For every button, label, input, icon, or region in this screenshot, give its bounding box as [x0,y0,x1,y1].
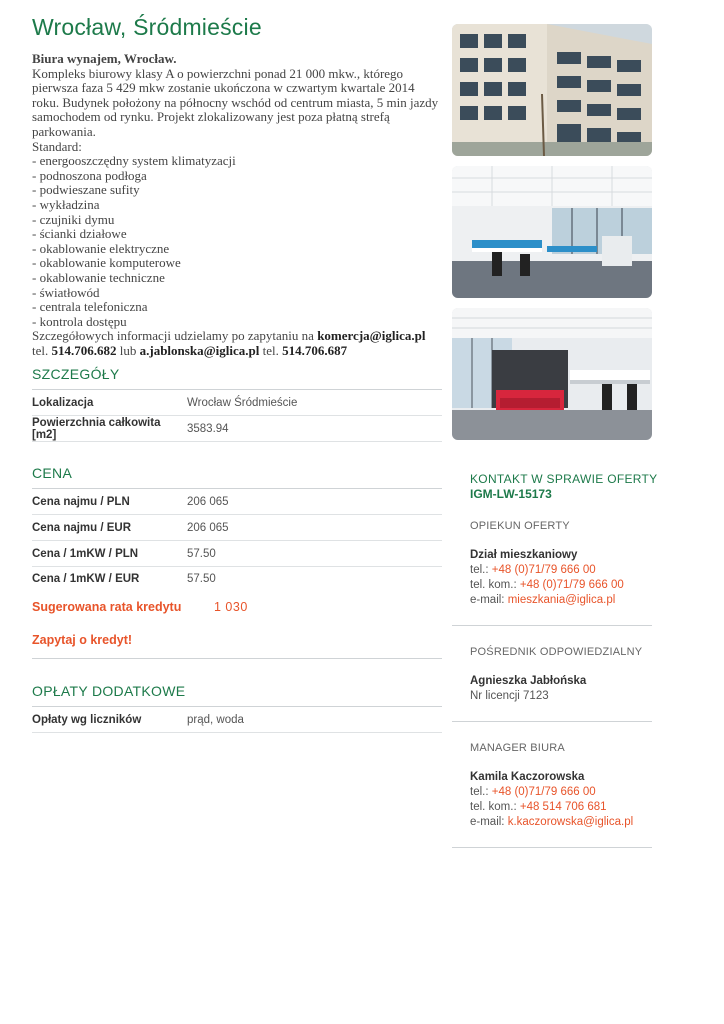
loan-label: Sugerowana rata kredytu [32,600,182,614]
price-row [32,515,442,541]
opiekun-name: Dział mieszkaniowy [470,549,578,561]
standard-item: - centrala telefoniczna [32,300,444,315]
contact-info-text [32,329,444,358]
standard-item: - ścianki działowe [32,227,444,242]
row-label: Cena najmu / PLN [32,495,130,508]
telkom-label: tel. kom.: [470,579,517,591]
standard-item: - podnoszona podłoga [32,169,444,184]
posrednik-label: POŚREDNIK ODPOWIEDZIALNY [470,646,643,658]
office-lounge-photo[interactable] [452,308,652,440]
info-tel-word-2: tel. [262,342,279,358]
row-label: Cena najmu / EUR [32,521,132,534]
standard-label: Standard: [32,138,82,154]
details-row-area [32,416,442,442]
contact-heading: KONTAKT W SPRAWIE OFERTY [470,472,658,486]
opiekun-block [470,519,624,608]
info-prefix: Szczegółowych informacji udzielamy po zapytaniu na [32,328,314,344]
tel-label: tel.: [470,786,489,798]
email-label: e-mail: [470,816,505,828]
manager-block [470,741,633,830]
info-email-2[interactable]: a.jablonska@iglica.pl [139,342,260,358]
standard-item: - okablowanie techniczne [32,271,444,286]
standard-item: - światłowód [32,286,444,301]
posrednik-block [470,645,642,704]
posrednik-license: Nr licencji 7123 [470,690,549,702]
standard-item: - podwieszane sufity [32,183,444,198]
standard-list [32,154,444,329]
row-value: 57.50 [187,547,216,560]
standard-item: - okablowanie komputerowe [32,256,444,271]
row-label: Opłaty wg liczników [32,713,142,726]
manager-label: MANAGER BIURA [470,742,565,754]
row-value: 206 065 [187,521,229,534]
offer-id: IGM-LW-15173 [470,487,552,501]
divider [452,625,652,626]
info-tel-word: tel. [32,342,49,358]
opiekun-tel[interactable]: +48 (0)71/79 666 00 [491,564,596,576]
price-heading: CENA [32,465,73,481]
manager-tel[interactable]: +48 (0)71/79 666 00 [491,786,596,798]
row-label: Lokalizacja [32,396,94,409]
fees-row [32,707,442,733]
info-phone-2: 514.706.687 [282,342,348,358]
loan-value: 1 030 [214,600,248,614]
office-interior-photo[interactable] [452,166,652,298]
opiekun-label: OPIEKUN OFERTY [470,520,570,532]
email-label: e-mail: [470,594,505,606]
divider [452,847,652,848]
description-lead: Biura wynajem, Wrocław. [32,51,177,66]
posrednik-name: Agnieszka Jabłońska [470,675,587,687]
manager-telkom[interactable]: +48 514 706 681 [519,801,607,813]
info-email-1[interactable]: komercja@iglica.pl [317,328,426,344]
row-label: Cena / 1mKW / EUR [32,572,140,585]
manager-email[interactable]: k.kaczorowska@iglica.pl [507,816,634,828]
details-row-location [32,390,442,416]
divider [452,721,652,722]
price-row [32,489,442,515]
row-label: Powierzchnia całkowita [m2] [32,416,161,441]
row-value: 3583.94 [187,422,229,435]
standard-item: - wykładzina [32,198,444,213]
building-exterior-photo[interactable] [452,24,652,156]
price-row [32,566,442,591]
page-title: Wrocław, Śródmieście [32,14,262,40]
standard-item: - kontrola dostępu [32,315,444,330]
details-heading: SZCZEGÓŁY [32,366,120,382]
standard-item: - czujniki dymu [32,213,444,228]
telkom-label: tel. kom.: [470,801,517,813]
row-value: prąd, woda [187,713,244,726]
price-row [32,541,442,567]
fees-heading: OPŁATY DODATKOWE [32,683,186,699]
info-phone-1: 514.706.682 [51,342,117,358]
standard-item: - energooszczędny system klimatyzacji [32,154,444,169]
photo-gallery [452,24,652,450]
description-body: Kompleks biurowy klasy A o powierzchni ponad 21 000 mkw., którego pierwsza faza 5 429 mkw zostanie ukończona w czwartym kwartale 2014 roku. Budynek położony na północny wschód od centrum miasta, 5 min jazdy samochodem od rynku. Projekt zlokalizowany jest poza płatną strefą parkowania. [32,65,439,139]
standard-item: - okablowanie elektryczne [32,242,444,257]
row-value: 57.50 [187,572,216,585]
ask-credit-link[interactable]: Zapytaj o kredyt! [32,633,133,647]
info-or: lub [119,342,137,358]
contact-header [470,472,657,502]
row-value: 206 065 [187,495,229,508]
row-label: Cena / 1mKW / PLN [32,547,139,560]
row-value: Wrocław Śródmieście [187,396,298,409]
opiekun-email[interactable]: mieszkania@iglica.pl [507,594,616,606]
opiekun-telkom[interactable]: +48 (0)71/79 666 00 [519,579,624,591]
description [32,52,444,358]
divider [32,658,442,659]
manager-name: Kamila Kaczorowska [470,771,585,783]
tel-label: tel.: [470,564,489,576]
